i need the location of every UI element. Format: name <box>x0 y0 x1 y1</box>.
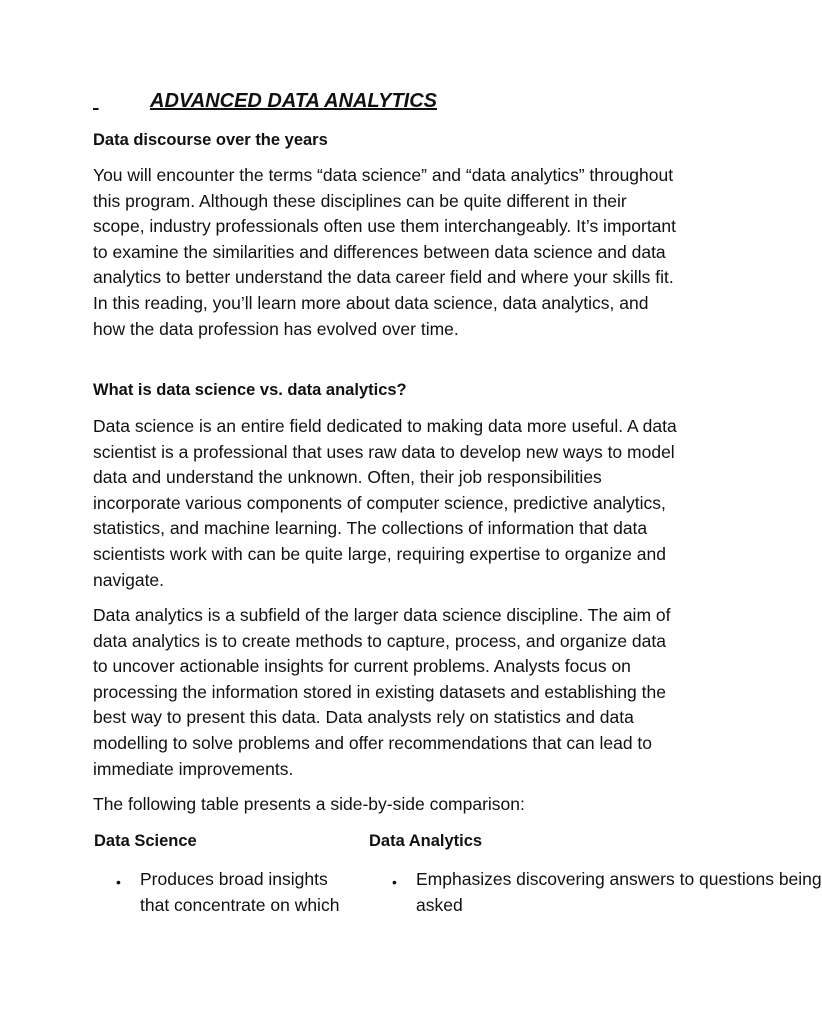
table-header-data-analytics: Data Analytics <box>369 832 483 850</box>
paragraph-data-science: Data science is an entire field dedicated to making data more useful. A data scientist is a professional that uses raw data to develop new ways to model data and understand the unknown. Often, their job responsibilities incorporate various components of computer science, predictive analytics, statistics, and machine learning. The collections of information that data scientists work with can be quite large, requiring expertise to organize and navigate. <box>93 416 677 590</box>
bullet-icon: • <box>392 874 397 890</box>
paragraph-data-analytics: Data analytics is a subfield of the larger data science discipline. The aim of data analytics is to create methods to capture, process, and organize data to uncover actionable insights for current problems. Analysts focus on processing the information stored in existing datasets and establishing the best way to present this data. Data analysts rely on statistics and data modelling to solve problems and offer recommendations that can lead to immediate improvements. <box>93 605 671 779</box>
document-title <box>93 90 437 113</box>
paragraph-table-intro: The following table presents a side-by-side comparison: <box>93 794 525 814</box>
bullet-line: Emphasizes discovering answers to questions being <box>416 869 822 889</box>
bullet-icon: • <box>116 874 121 890</box>
table-cell-data-analytics-bullet <box>416 867 822 918</box>
title-underline-lead <box>93 90 150 113</box>
document-title-text: ADVANCED DATA ANALYTICS <box>150 90 438 112</box>
bullet-line: Produces broad insights <box>140 869 328 889</box>
section-heading-science-vs-analytics: What is data science vs. data analytics? <box>93 381 407 399</box>
table-header-data-science: Data Science <box>94 832 197 850</box>
section-heading-data-discourse: Data discourse over the years <box>93 131 328 149</box>
bullet-line: asked <box>416 894 463 915</box>
table-cell-data-science-bullet <box>140 867 339 918</box>
paragraph-intro: You will encounter the terms “data science” and “data analytics” throughout this program. Although these disciplines can be quite different in their scope, industry professionals often use them interchangeably. It’s important to examine the similarities and differences between data science and data analytics to better understand the data career field and where your skills fit. In this reading, you’ll learn more about data science, data analytics, and how the data profession has evolved over time. <box>93 165 677 339</box>
bullet-line: that concentrate on which <box>140 894 340 915</box>
